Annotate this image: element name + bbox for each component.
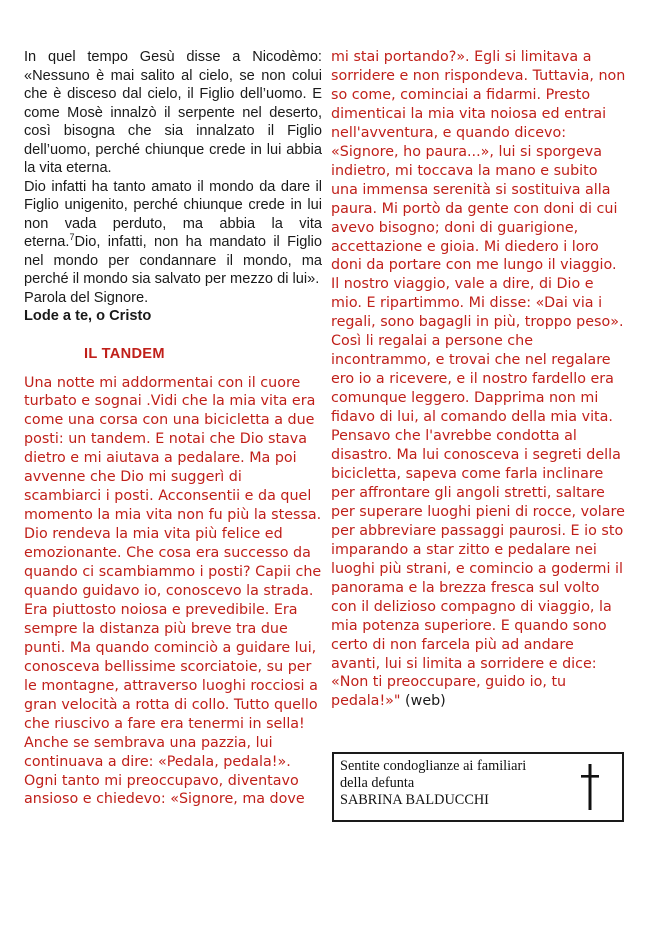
deceased-name: SABRINA BALDUCCHI: [340, 792, 489, 808]
story-title: IL TANDEM: [84, 345, 165, 362]
condolence-line-2: della defunta: [340, 775, 415, 791]
gospel-reading: [24, 48, 322, 326]
condolence-notice: [332, 752, 624, 822]
gospel-paragraph-2-text-b: Dio, infatti, non ha mandato il Figlio nel mondo per condannare il mondo, ma perché il mondo sia salvato per mezzo di lui».: [24, 234, 322, 287]
gospel-paragraph-2: [24, 178, 322, 289]
verse-number: 7: [69, 232, 75, 243]
story-source: (web): [400, 693, 446, 710]
gospel-paragraph-2-text-a: Dio infatti ha tanto amato il mondo da dare il Figlio unigenito, perché chiunque crede in lui non vada perduto, ma abbia la vita eterna.: [24, 178, 322, 250]
condolence-line-1: Sentite condoglianze ai familiari: [340, 758, 527, 774]
story-left-text: Una notte mi addormentai con il cuore turbato e sognai .Vidi che la mia vita era come una corsa con una bicicletta a due posti: un tandem. E notai che Dio stava dietro e mi aiutava a pedalare. Ma poi avvenne che Dio mi suggerì di scambiarci i posti. Acconsentii e da quel momento la mia vita non fu più la stessa. Dio rendeva la mia vita più felice ed emozionante. Che cosa era successo da quando ci scambiammo i posti? Capii che quando guidavo io, conoscevo la strada. Era piuttosto noiosa e prevedibile. Era sempre la distanza più breve tra due punti. Ma quando cominciò a guidare lui, conosceva bellissime scorciatoie, su per le montagne, attraverso luoghi rocciosi a gran velocità a rotta di collo. Tutto quello che riuscivo a fare era tenermi in sella! Anche se sembrava una pazzia, lui continuava a dire: «Pedala, pedala!». Ogni tanto mi preoccupavo, diventavo ansioso e chiedevo: «Signore, ma dove: [24, 374, 322, 808]
left-column: [24, 48, 322, 809]
story-right-paragraph: [331, 48, 627, 711]
gospel-closing: Parola del Signore.: [24, 289, 149, 306]
gospel-response: Lode a te, o Cristo: [24, 308, 152, 324]
gospel-paragraph-1: In quel tempo Gesù disse a Nicodèmo: «Nessuno è mai salito al cielo, se non colui che è disceso dal cielo, il Figlio dell’uomo. E come Mosè innalzò il serpente nel deserto, così bisogna che sia innalzato il Figlio dell’uomo, perché chiunque crede in lui abbia la vita eterna.: [24, 49, 322, 176]
story-left-column: [24, 374, 322, 810]
cross-icon: [578, 764, 602, 810]
story-right-text: mi stai portando?». Egli si limitava a sorridere e non rispondeva. Tuttavia, non so come, cominciai a fidarmi. Presto dimenticai la mia vita noiosa ed entrai nell'avventura, e quando dicevo: «Signore, ho paura...», lui si sporgeva indietro, mi toccava la mano e subito una immensa serenità si sostituiva alla paura. Mi portò da gente con doni di cui avevo bisogno; doni di guarigione, accettazione e gioia. Mi diedero i loro doni da portare con me lungo il viaggio. Il nostro viaggio, vale a dire, di Dio e mio. E ripartimmo. Mi disse: «Dai via i regali, sono bagagli in più, troppo peso». Così li regalai a persone che incontrammo, e trovai che nel regalare ero io a ricevere, e il nostro fardello era comunque leggero. Dapprima non mi fidavo di lui, al comando della mia vita. Pensavo che l'avrebbe condotta al disastro. Ma lui conosceva i segreti della bicicletta, sapeva come farla inclinare per affrontare gli angoli stretti, saltare per superare luoghi pieni di rocce, volare per abbreviare passaggi paurosi. E io sto imparando a star zitto e pedalare nei luoghi più strani, e comincio a godermi il panorama e la brezza fresca sul volto con il delizioso compagno di viaggio, la mia potenza superiore. E quando sono certo di non farcela più ad andare avanti, lui si limita a sorridere e dice: «Non ti preoccupare, guido io, tu pedala!»": [331, 49, 626, 710]
story-right-column: [331, 48, 627, 711]
condolence-text: [340, 758, 526, 809]
right-column: [331, 48, 627, 711]
